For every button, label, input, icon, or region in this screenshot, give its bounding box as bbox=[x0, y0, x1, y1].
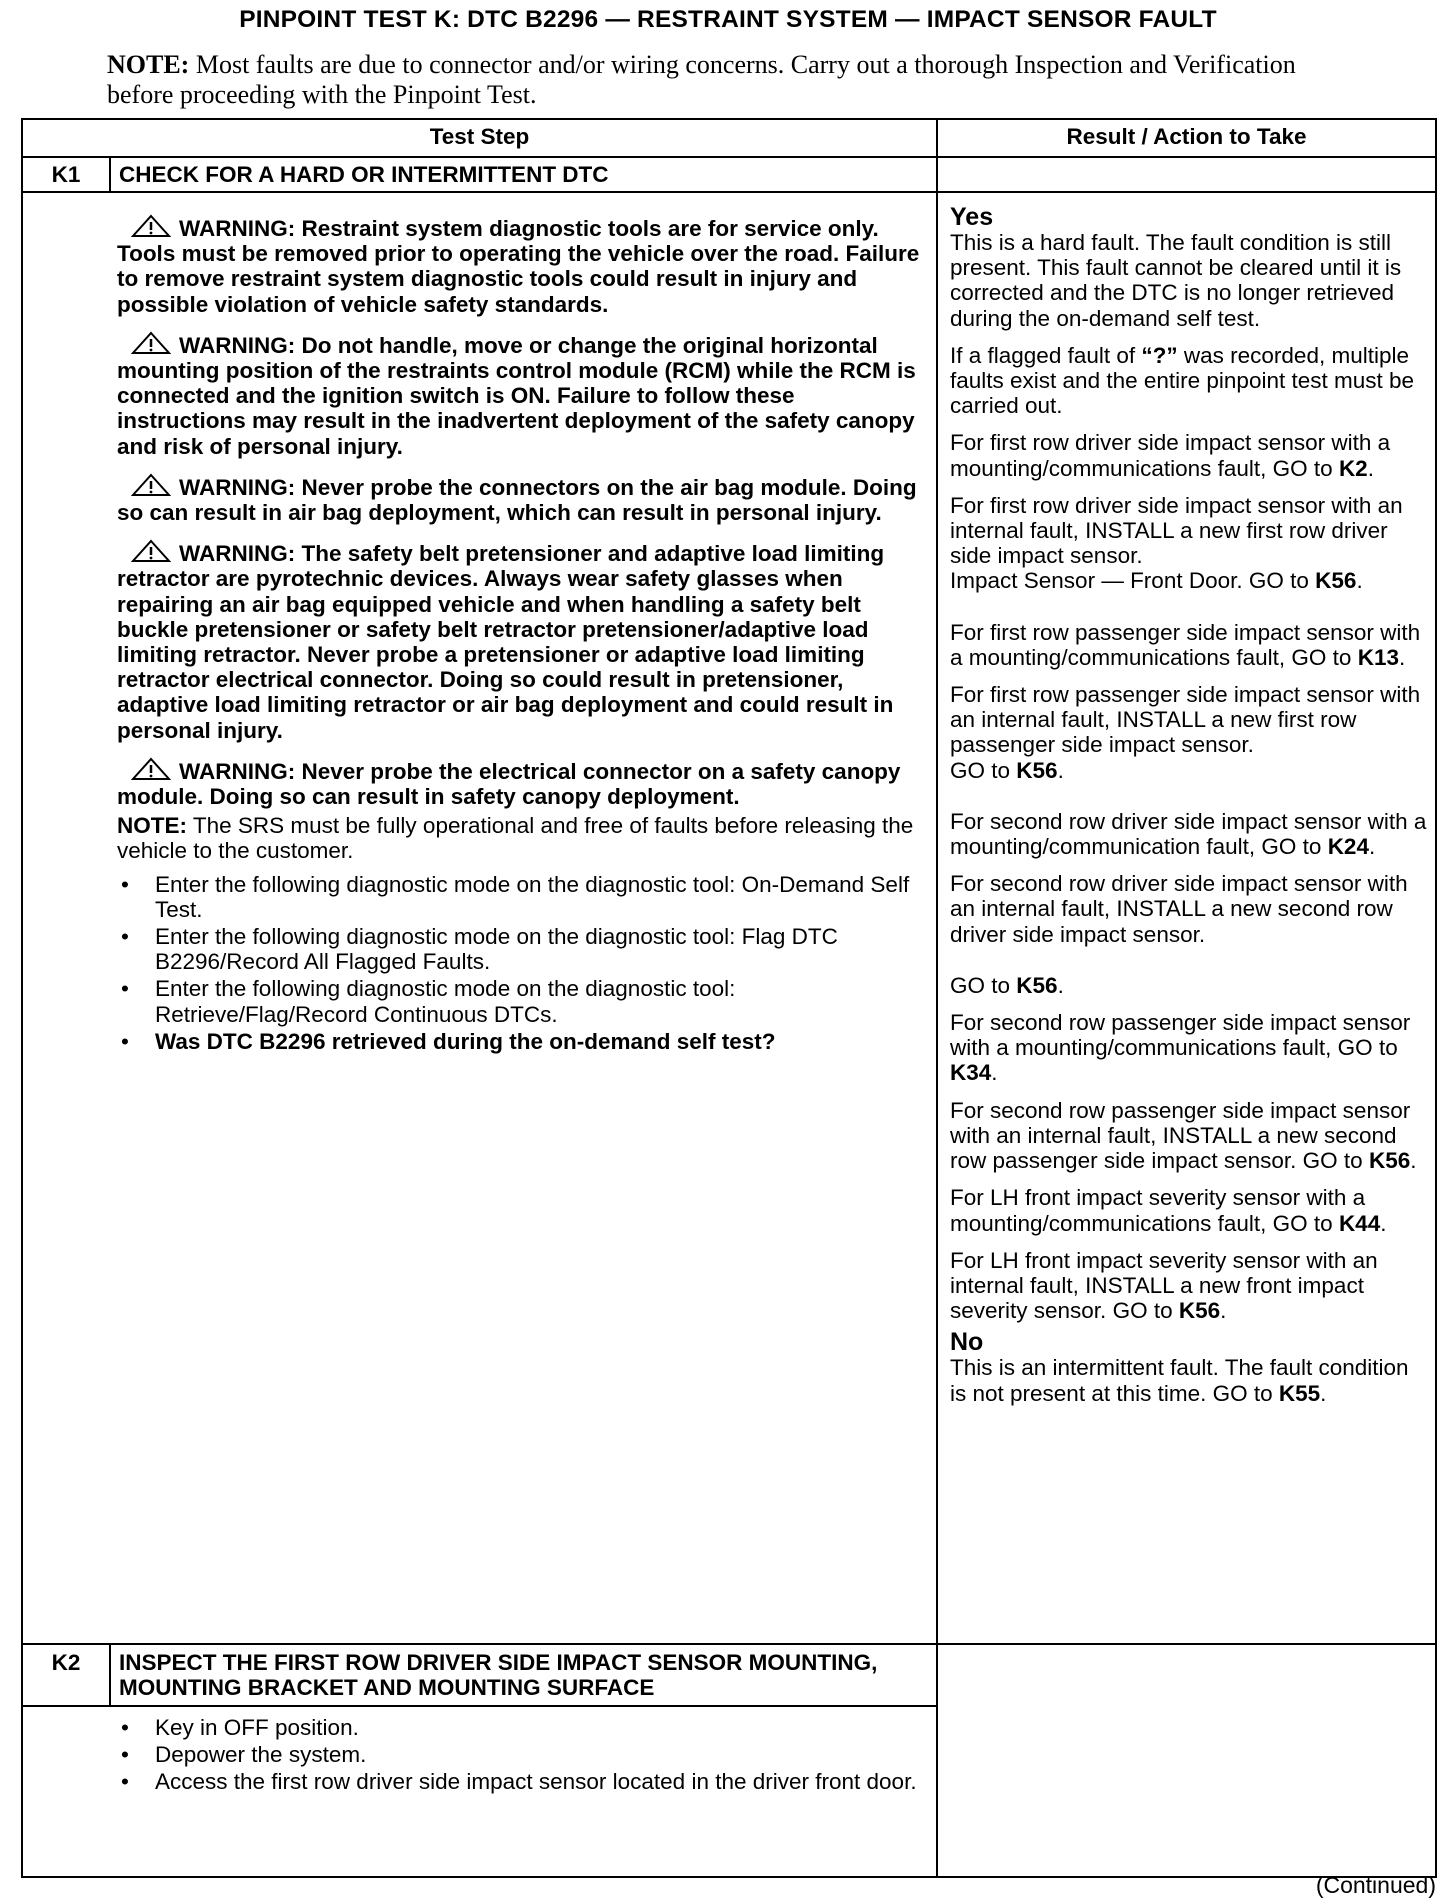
header-result: Result / Action to Take bbox=[1066, 124, 1307, 149]
step-id-divider-k2 bbox=[109, 1645, 111, 1705]
warning-3: WARNING: Never probe the connectors on the air bag module. Doing so can result in air bag deployment, which can result in personal injury. bbox=[117, 474, 917, 526]
action-lh-internal: For LH front impact severity sensor with an internal fault, INSTALL a new front impact severity sensor. GO to K56. bbox=[950, 1247, 1378, 1324]
warning-triangle-icon bbox=[131, 539, 171, 563]
action-second-row-driver-internal: For second row driver side impact sensor with an internal fault, INSTALL a new second row driver side impact sensor. bbox=[950, 871, 1408, 947]
warning-1: WARNING: Restraint system diagnostic tools are for service only. Tools must be removed prior to operating the vehicle over the road. Failure to remove restraint system diagnostic tools could result in injury and possible violation of vehicle safety standards. bbox=[117, 216, 920, 317]
yes-text: This is a hard fault. The fault condition is still present. This fault cannot be cleared until it is corrected and the DTC is no longer retrieved during the on-demand self test. bbox=[950, 230, 1402, 331]
k1-results bbox=[950, 198, 1430, 1406]
list-item: • Enter the following diagnostic mode on the diagnostic tool: Retrieve/Flag/Record Continuous DTCs. bbox=[117, 976, 927, 1026]
header-test-step: Test Step bbox=[429, 124, 530, 149]
warning-triangle-icon bbox=[131, 214, 171, 238]
step-title-k1: CHECK FOR A HARD OR INTERMITTENT DTC bbox=[119, 162, 609, 187]
k2-steps bbox=[117, 1715, 917, 1795]
action-go-k56: GO to K56. bbox=[950, 972, 1064, 998]
yes-label: Yes bbox=[950, 203, 994, 231]
action-k2: For first row driver side impact sensor with a mounting/communications fault, GO to K2. bbox=[950, 430, 1391, 481]
action-k24: For second row driver side impact sensor with a mounting/communication fault, GO to K24. bbox=[950, 808, 1427, 860]
warning-4: WARNING: The safety belt pretensioner and adaptive load limiting retractor are pyrotechnic devices. Always wear safety glasses when repairing an air bag equipped vehicle and when handling a safety belt buckle pretensioner or safety belt retractor pretensioner/adaptive load limiting retractor. Never probe a pretensioner or adaptive load limiting retractor electrical connector. Doing so could result in pretensioner, adaptive load limiting retractor or air bag deployment and could result in personal injury. bbox=[117, 541, 894, 743]
action-k13: For first row passenger side impact sensor with a mounting/communications fault, GO to K13. bbox=[950, 619, 1421, 670]
warning-triangle-icon bbox=[131, 473, 171, 497]
k1-body bbox=[117, 214, 927, 1056]
list-item: • Depower the system. bbox=[117, 1742, 917, 1767]
list-item: • Enter the following diagnostic mode on the diagnostic tool: On-Demand Self Test. bbox=[117, 872, 927, 922]
action-first-row-passenger-internal: For first row passenger side impact sensor with an internal fault, INSTALL a new first row passenger side impact sensor. GO to K56. bbox=[950, 682, 1421, 783]
page-title: PINPOINT TEST K: DTC B2296 — RESTRAINT SYSTEM — IMPACT SENSOR FAULT bbox=[239, 6, 1217, 33]
step-id-divider-k1 bbox=[109, 157, 111, 192]
k2-top-rule bbox=[23, 1643, 1435, 1645]
intro-note-label: NOTE: bbox=[107, 50, 190, 79]
no-text: This is an intermittent fault. The fault condition is not present at this time. GO to K55. bbox=[950, 1355, 1409, 1406]
step-title-k2: INSPECT THE FIRST ROW DRIVER SIDE IMPACT SENSOR MOUNTING, MOUNTING BRACKET AND MOUNTING SURFACE bbox=[119, 1650, 878, 1701]
header-rule bbox=[23, 156, 1435, 158]
flag-note: If a flagged fault of “?” was recorded, multiple faults exist and the entire pinpoint test must be carried out. bbox=[950, 342, 1415, 419]
k1-result-top-rule bbox=[938, 191, 1435, 193]
action-first-row-driver-internal: For first row driver side impact sensor with an internal fault, INSTALL a new first row driver side impact sensor. Impact Sensor — Front Door. GO to K56. bbox=[950, 492, 1403, 594]
list-item: • Enter the following diagnostic mode on the diagnostic tool: Flag DTC B2296/Record All Flagged Faults. bbox=[117, 924, 927, 974]
step-id-k2: K2 bbox=[51, 1650, 81, 1675]
intro-note bbox=[107, 50, 1327, 110]
action-k34: For second row passenger side impact sensor with a mounting/communications fault, GO to K34. bbox=[950, 1010, 1411, 1086]
warning-triangle-icon bbox=[131, 331, 171, 355]
continued-label: (Continued) bbox=[1315, 1872, 1436, 1898]
k2-title-rule bbox=[23, 1705, 936, 1707]
k1-question: • Was DTC B2296 retrieved during the on-demand self test? bbox=[117, 1029, 927, 1054]
list-item: • Access the first row driver side impact sensor located in the driver front door. bbox=[117, 1769, 917, 1794]
warning-2: WARNING: Do not handle, move or change the original horizontal mounting position of the restraints control module (RCM) while the RCM is connected and the ignition switch is ON. Failure to follow these instructions may result in the inadvertent deployment of the safety canopy and risk of personal injury. bbox=[117, 332, 916, 459]
action-k44: For LH front impact severity sensor with a mounting/communications fault, GO to K44. bbox=[950, 1185, 1387, 1236]
list-item: • Key in OFF position. bbox=[117, 1715, 917, 1740]
k1-title-rule bbox=[23, 191, 936, 193]
step-id-k1: K1 bbox=[51, 162, 81, 187]
column-divider bbox=[936, 120, 938, 1876]
k2-body bbox=[117, 1715, 917, 1797]
action-second-row-passenger-internal: For second row passenger side impact sensor with an internal fault, INSTALL a new second row passenger side impact sensor. GO to K56. bbox=[950, 1097, 1417, 1174]
no-label: No bbox=[950, 1328, 984, 1357]
warning-5: WARNING: Never probe the electrical connector on a safety canopy module. Doing so can result in safety canopy deployment. bbox=[117, 758, 901, 810]
pinpoint-table bbox=[21, 118, 1437, 1878]
intro-note-text: Most faults are due to connector and/or wiring concerns. Carry out a thorough Inspection and Verification before proceeding with the Pinpoint Test. bbox=[107, 50, 1296, 109]
warning-triangle-icon bbox=[131, 757, 171, 781]
k1-steps bbox=[117, 872, 927, 1054]
k1-note: NOTE: The SRS must be fully operational and free of faults before releasing the vehicle to the customer. bbox=[117, 813, 914, 864]
